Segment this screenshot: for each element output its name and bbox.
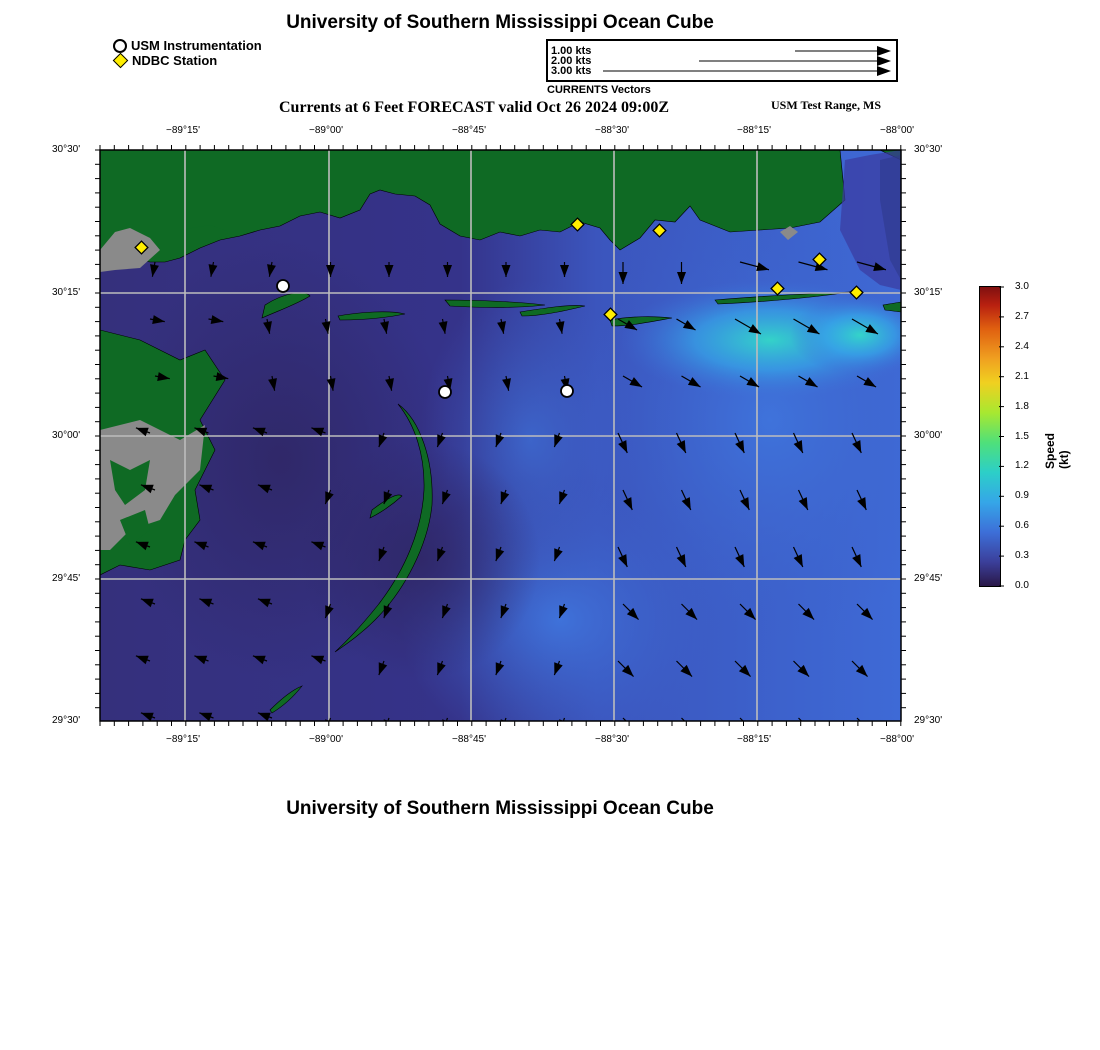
current-vector-head bbox=[861, 722, 873, 734]
forecast-subtitle: Currents at 6 Feet FORECAST valid Oct 26 2024 09:00Z bbox=[279, 99, 670, 116]
colorbar-tick-label: 1.2 bbox=[1015, 460, 1029, 472]
colorbar-tick-label: 1.8 bbox=[1015, 400, 1029, 412]
lat-tick-left: 29°30' bbox=[52, 715, 81, 726]
lon-tick-bottom: −89°00' bbox=[309, 734, 343, 745]
colorbar-tick-label: 1.5 bbox=[1015, 430, 1029, 442]
lon-tick-bottom: −88°15' bbox=[737, 734, 771, 745]
lat-tick-left: 30°15' bbox=[52, 287, 81, 298]
colorbar-tick-label: 0.3 bbox=[1015, 550, 1029, 562]
lon-tick-bottom: −88°30' bbox=[595, 734, 629, 745]
lon-tick-top: −89°15' bbox=[166, 125, 200, 136]
colorbar-tick-label: 2.4 bbox=[1015, 340, 1029, 352]
footer-title: University of Southern Mississippi Ocean Cube bbox=[286, 798, 714, 819]
vector-key-label-3: 3.00 kts bbox=[551, 65, 592, 77]
lon-tick-top: −89°00' bbox=[309, 125, 343, 136]
colorbar-tick-label: 2.7 bbox=[1015, 310, 1029, 322]
range-label: USM Test Range, MS bbox=[771, 98, 882, 112]
lat-tick-right: 30°30' bbox=[914, 144, 943, 155]
legend-ndbc-label: NDBC Station bbox=[132, 53, 218, 68]
map-field bbox=[100, 150, 960, 760]
vector-key-caption: CURRENTS Vectors bbox=[547, 84, 651, 96]
lat-tick-right: 30°15' bbox=[914, 287, 943, 298]
colorbar-tick-label: 0.6 bbox=[1015, 520, 1029, 532]
lat-tick-left: 30°30' bbox=[52, 144, 81, 155]
lat-tick-left: 29°45' bbox=[52, 573, 81, 584]
lon-tick-top: −88°30' bbox=[595, 125, 629, 136]
lat-tick-right: 29°30' bbox=[914, 715, 943, 726]
usm-station-marker[interactable] bbox=[439, 386, 451, 398]
speed-colorbar bbox=[979, 286, 1001, 587]
vector-key-label-2: 2.00 kts bbox=[551, 55, 592, 67]
lon-tick-bottom: −88°45' bbox=[452, 734, 486, 745]
colorbar-ticks bbox=[999, 286, 1009, 587]
colorbar-tick-label: 2.1 bbox=[1015, 370, 1029, 382]
lat-tick-right: 30°00' bbox=[914, 430, 943, 441]
vector-key-label-1: 1.00 kts bbox=[551, 45, 592, 57]
lon-tick-bottom: −88°00' bbox=[880, 734, 914, 745]
colorbar-tick-label: 0.9 bbox=[1015, 490, 1029, 502]
usm-station-marker[interactable] bbox=[561, 385, 573, 397]
page-title: University of Southern Mississippi Ocean Cube bbox=[286, 12, 714, 33]
colorbar-title: Speed (kt) bbox=[1043, 432, 1071, 469]
current-vector-head bbox=[802, 722, 814, 734]
lon-tick-top: −88°15' bbox=[737, 125, 771, 136]
lon-tick-top: −88°00' bbox=[880, 125, 914, 136]
lon-tick-bottom: −89°15' bbox=[166, 734, 200, 745]
current-vector-head bbox=[685, 722, 697, 734]
lat-tick-left: 30°00' bbox=[52, 430, 81, 441]
usm-station-marker[interactable] bbox=[277, 280, 289, 292]
legend-instrumentation-label: USM Instrumentation bbox=[131, 38, 262, 53]
lon-tick-top: −88°45' bbox=[452, 125, 486, 136]
colorbar-tick-label: 3.0 bbox=[1015, 281, 1029, 292]
lat-tick-right: 29°45' bbox=[914, 573, 943, 584]
current-vector-head bbox=[744, 722, 756, 734]
colorbar-tick-label: 0.0 bbox=[1015, 580, 1029, 591]
